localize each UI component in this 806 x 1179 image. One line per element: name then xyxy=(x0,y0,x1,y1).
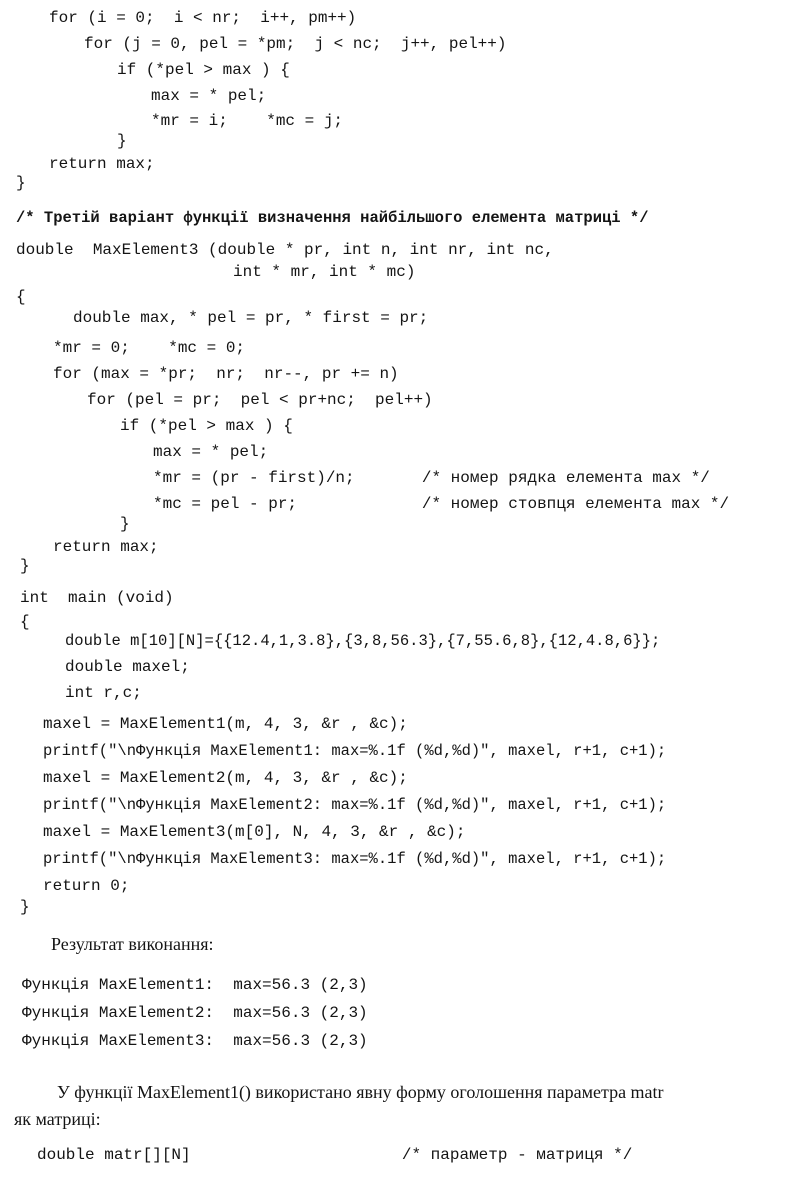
code-line: *mc = pel - pr; /* номер стовпця елемента max */ xyxy=(153,495,730,513)
result-heading: Результат виконання: xyxy=(51,934,214,954)
code-line: for (j = 0, pel = *pm; j < nc; j++, pel++) xyxy=(84,35,507,53)
code-line: } xyxy=(16,174,26,192)
code-line: return max; xyxy=(49,155,155,173)
code-line: double max, * pel = pr, * first = pr; xyxy=(73,309,429,327)
code-line: printf("\nФункція MaxElement2: max=%.1f (%d,%d)", maxel, r+1, c+1); xyxy=(43,796,667,814)
paragraph-line: У функції MaxElement1() використано явну форму оголошення параметра matr xyxy=(57,1082,664,1102)
code-line: for (i = 0; i < nr; i++, pm++) xyxy=(49,9,357,27)
code-line: max = * pel; xyxy=(151,87,267,105)
function-signature-line: int main (void) xyxy=(20,589,174,607)
code-line: maxel = MaxElement1(m, 4, 3, &r , &c); xyxy=(43,715,408,733)
code-line: return 0; xyxy=(43,877,130,895)
code-line: printf("\nФункція MaxElement3: max=%.1f (%d,%d)", maxel, r+1, c+1); xyxy=(43,850,667,868)
code-line: double matr[][N] /* параметр - матриця */ xyxy=(37,1146,633,1164)
code-line: int r,c; xyxy=(65,684,142,702)
code-comment-line: /* Третій варіант функції визначення найбільшого елемента матриці */ xyxy=(16,209,649,227)
code-line: for (max = *pr; nr; nr--, pr += n) xyxy=(53,365,399,383)
output-line: Функція MaxElement1: max=56.3 (2,3) xyxy=(22,976,368,994)
code-line: double maxel; xyxy=(65,658,190,676)
code-line: } xyxy=(20,557,30,575)
output-line: Функція MaxElement3: max=56.3 (2,3) xyxy=(22,1032,368,1050)
code-line: *mr = 0; *mc = 0; xyxy=(53,339,246,357)
code-line: int * mr, int * mc) xyxy=(233,263,416,281)
code-line: if (*pel > max ) { xyxy=(120,417,293,435)
code-line: return max; xyxy=(53,538,159,556)
code-line: *mr = i; *mc = j; xyxy=(151,112,344,130)
code-line: } xyxy=(117,132,127,150)
code-line: maxel = MaxElement3(m[0], N, 4, 3, &r , &c); xyxy=(43,823,466,841)
output-line: Функція MaxElement2: max=56.3 (2,3) xyxy=(22,1004,368,1022)
code-line: double m[10][N]={{12.4,1,3.8},{3,8,56.3},{7,55.6,8},{12,4.8,6}}; xyxy=(65,632,661,650)
code-line: } xyxy=(120,515,130,533)
code-line: max = * pel; xyxy=(153,443,269,461)
code-line: { xyxy=(20,613,30,631)
code-line: { xyxy=(16,288,26,306)
paragraph-line: як матриці: xyxy=(14,1109,101,1129)
code-line: } xyxy=(20,898,30,916)
code-line: *mr = (pr - first)/n; /* номер рядка елемента max */ xyxy=(153,469,710,487)
code-line: printf("\nФункція MaxElement1: max=%.1f (%d,%d)", maxel, r+1, c+1); xyxy=(43,742,667,760)
code-line: maxel = MaxElement2(m, 4, 3, &r , &c); xyxy=(43,769,408,787)
code-line: for (pel = pr; pel < pr+nc; pel++) xyxy=(87,391,433,409)
function-signature-line: double MaxElement3 (double * pr, int n, int nr, int nc, xyxy=(16,241,554,259)
code-line: if (*pel > max ) { xyxy=(117,61,290,79)
